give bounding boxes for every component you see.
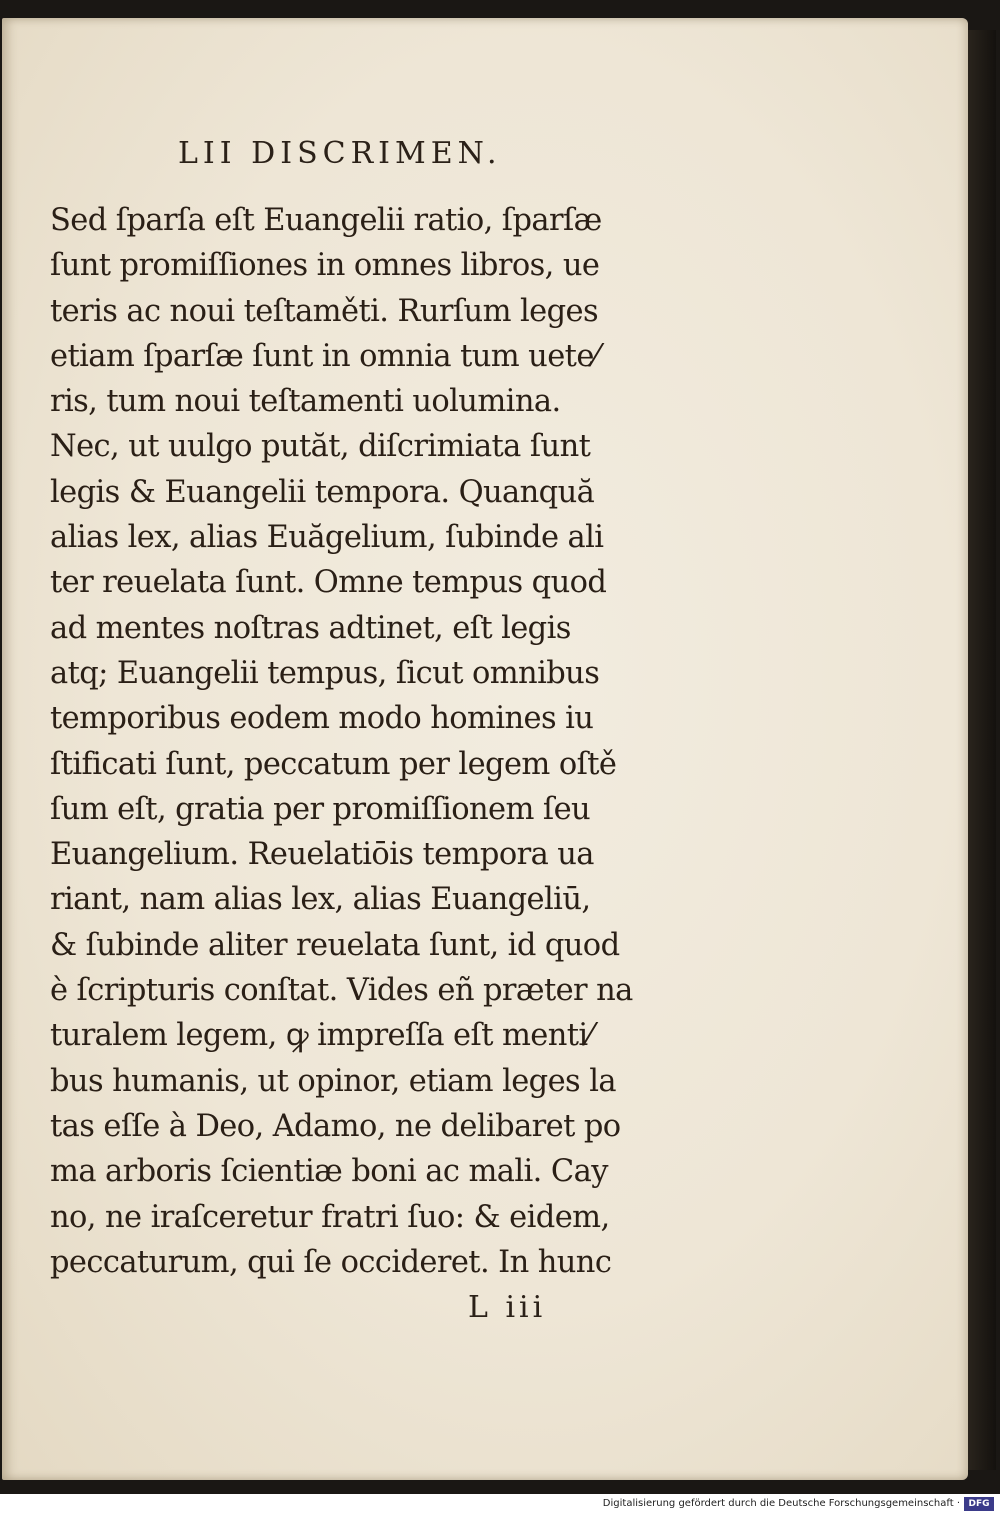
text-line: ſum eſt, gratia per promiſſionem ſeu [50,791,591,827]
text-line: riant, nam alias lex, alias Euangeliū, [50,882,591,918]
text-line: bus humanis, ut opinor, etiam leges la [50,1063,616,1099]
page-edge [968,30,996,1470]
text-line: ſtificati ſunt, peccatum per legem oſtě [50,746,617,782]
text-line: ter reuelata ſunt. Omne tempus quod [50,565,607,601]
text-line: & ſubinde aliter reuelata ſunt, id quod [50,927,620,963]
text-line: peccaturum, qui ſe occideret. In hunc [50,1244,612,1280]
body-text [50,198,660,1285]
text-line: è ſcripturis conſtat. Vides eñ præter na [50,973,633,1009]
text-line: ad mentes noſtras adtinet, eſt legis [50,610,571,646]
signature-mark: L iii [468,1290,547,1325]
running-head: LII DISCRIMEN. [178,136,502,171]
text-line: Sed ſparſa eſt Euangelii ratio, ſparſæ [50,203,602,238]
text-line: no, ne iraſceretur fratri ſuo: & eidem, [50,1199,610,1235]
text-line: etiam ſparſæ ſunt in omnia tum uete⁄ [50,338,599,374]
text-line: teris ac noui teſtaměti. Rurſum leges [50,293,599,329]
text-line: Nec, ut uulgo putăt, diſcrimiata ſunt [50,429,591,465]
book-page [2,18,968,1480]
footer-bar [0,1494,1000,1516]
text-line: legis & Euangelii tempora. Quanquă [50,474,595,510]
text-line: atq; Euangelii tempus, ſicut omnibus [50,655,600,691]
dfg-logo: DFG [964,1497,994,1511]
text-line: temporibus eodem modo homines iu [50,701,594,737]
text-line: tas eſſe à Deo, Adamo, ne delibaret po [50,1108,621,1144]
text-line: Euangelium. Reuelatiōis tempora ua [50,837,594,873]
text-line: alias lex, alias Euăgelium, ſubinde ali [50,520,604,556]
text-line: ma arboris ſcientiæ boni ac mali. Cay [50,1154,608,1190]
text-line: ris, tum noui teſtamenti uolumina. [50,384,561,420]
text-line: turalem legem, ꝙ impreſſa eſt menti⁄ [50,1018,593,1054]
text-line: ſunt promiſſiones in omnes libros, ue [50,248,600,284]
footer-credit: Digitalisierung gefördert durch die Deutsche Forschungsgemeinschaft · [602,1498,960,1509]
